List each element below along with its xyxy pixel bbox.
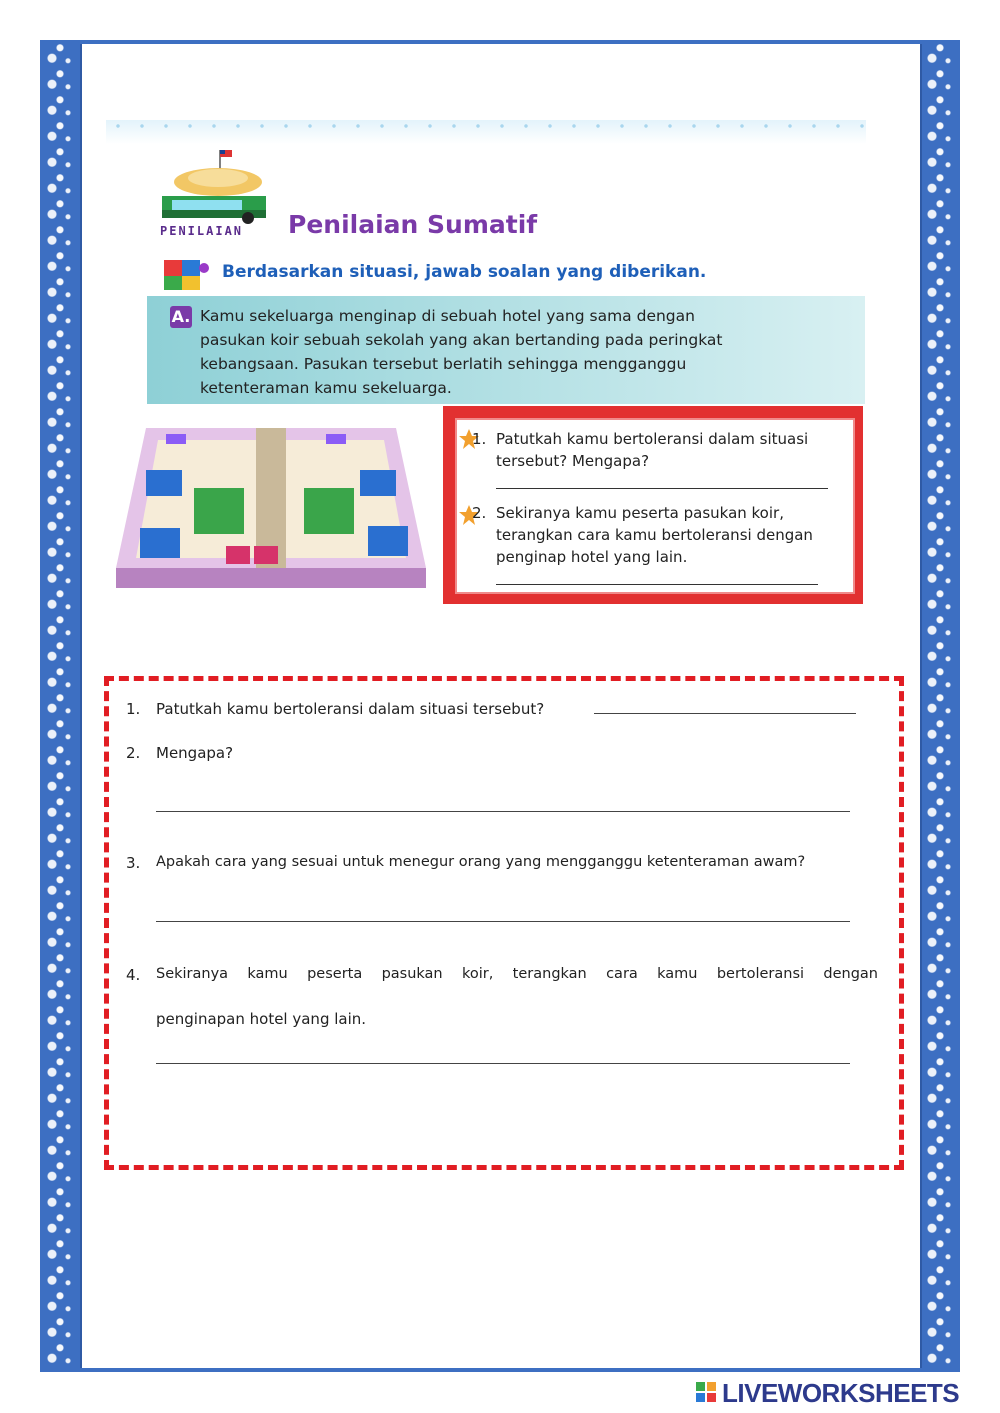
situation-line: Kamu sekeluarga menginap di sebuah hotel yang sama dengan	[200, 307, 695, 325]
answer-q1-text: Patutkah kamu bertoleransi dalam situasi tersebut?	[156, 700, 545, 718]
box-q2-number: 2.	[472, 504, 487, 522]
section-badge: A.	[171, 307, 191, 326]
box-q2-line: terangkan cara kamu bertoleransi dengan	[496, 526, 813, 544]
box-answer-line	[496, 584, 818, 585]
answer-q3-text: Apakah cara yang sesuai untuk menegur orang yang mengganggu ketenteraman awam?	[156, 854, 806, 870]
answer-q2-input[interactable]	[156, 810, 850, 812]
box-answer-line	[496, 488, 828, 489]
floral-border-right	[920, 40, 960, 1372]
answer-q2-text: Mengapa?	[156, 744, 234, 762]
box-q1-number: 1.	[472, 430, 487, 448]
page-title: Penilaian Sumatif	[288, 210, 538, 239]
situation-line: kebangsaan. Pasukan tersebut berlatih sehingga mengganggu	[200, 355, 687, 373]
puzzle-icon	[160, 254, 210, 294]
floral-border-left	[40, 40, 80, 1372]
answer-q2-number: 2.	[126, 744, 141, 762]
situation-line: pasukan koir sebuah sekolah yang akan bertanding pada peringkat	[200, 331, 723, 349]
answer-q4-text: Sekiranya kamu peserta pasukan koir, terangkan cara kamu bertoleransi dengan	[156, 966, 878, 982]
answer-q1-input[interactable]	[594, 712, 856, 714]
instruction-text: Berdasarkan situasi, jawab soalan yang diberikan.	[222, 262, 707, 282]
answer-q4-number: 4.	[126, 966, 141, 984]
logo-text: PENILAIAN	[160, 224, 244, 238]
footer-brand[interactable]: LIVEWORKSHEETS	[722, 1378, 960, 1408]
box-q1-line: tersebut? Mengapa?	[496, 452, 650, 470]
header-banner	[106, 120, 866, 144]
box-q2-text	[496, 502, 846, 568]
answer-q4-input[interactable]	[156, 1062, 850, 1064]
box-q1-line: Patutkah kamu bertoleransi dalam situasi	[496, 430, 809, 448]
box-q1-text	[496, 428, 846, 472]
liveworksheets-logo-icon	[694, 1378, 720, 1408]
situation-text	[200, 304, 820, 400]
box-q2-line: penginap hotel yang lain.	[496, 548, 688, 566]
situation-line: ketenteraman kamu sekeluarga.	[200, 379, 452, 397]
box-q2-line: Sekiranya kamu peserta pasukan koir,	[496, 504, 784, 522]
page-border-bottom	[40, 1368, 960, 1372]
answer-q3-input[interactable]	[156, 920, 850, 922]
answer-q4-text-continued: penginapan hotel yang lain.	[156, 1010, 367, 1028]
hotel-room-illustration	[106, 418, 436, 596]
answer-q1-number: 1.	[126, 700, 141, 718]
answer-q3-number: 3.	[126, 854, 141, 872]
